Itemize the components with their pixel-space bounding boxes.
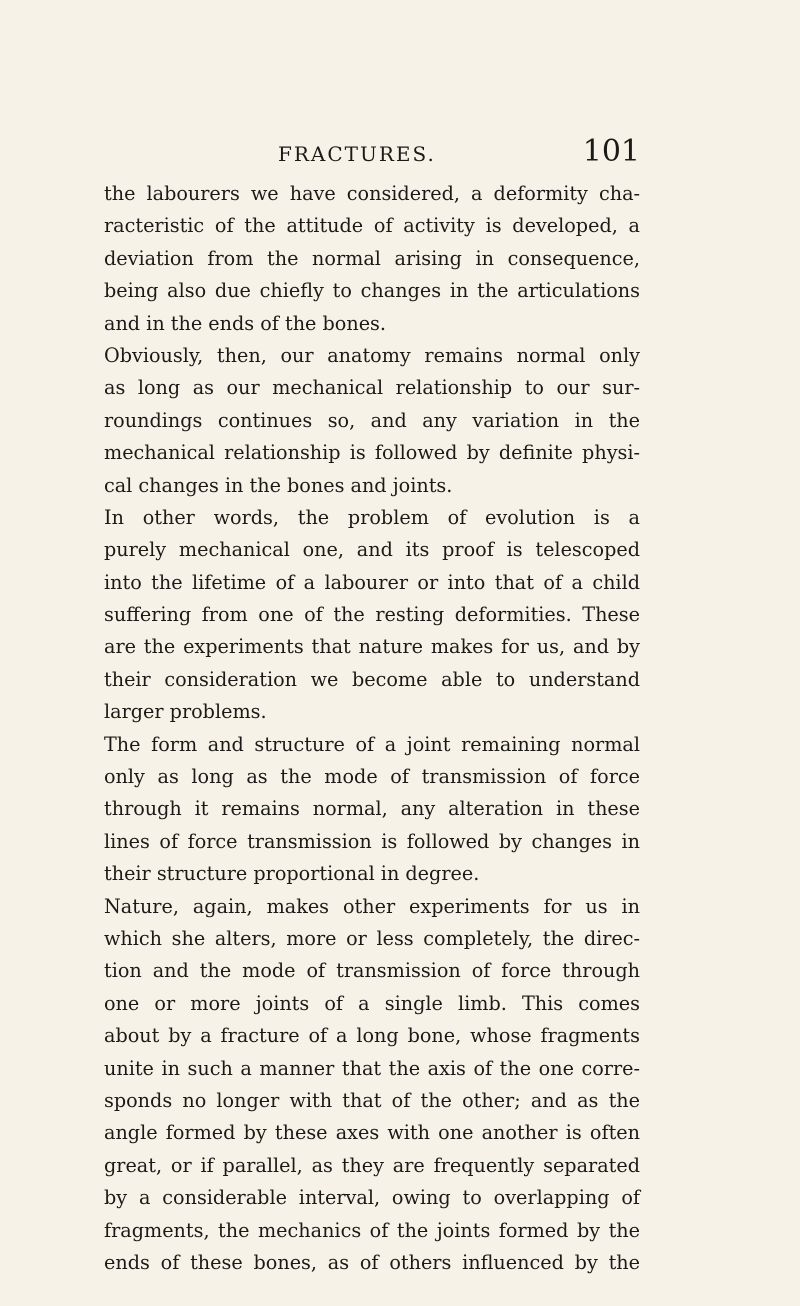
- running-title: FRACTURES.: [278, 142, 436, 166]
- text-line: fragments, the mechanics of the joints formed by the: [104, 1218, 640, 1242]
- text-line: into the lifetime of a labourer or into that of a child: [104, 570, 640, 594]
- text-line: purely mechanical one, and its proof is telescoped: [104, 538, 640, 562]
- text-line: angle formed by these axes with one another is often: [104, 1121, 640, 1145]
- text-line: their structure proportional in degree.: [104, 862, 480, 886]
- text-line: In other words, the problem of evolution is a: [104, 505, 640, 529]
- text-line: The form and structure of a joint remaining normal: [104, 732, 640, 756]
- text-line: mechanical relationship is followed by definite physi-: [104, 441, 640, 465]
- page-number: 101: [582, 134, 640, 169]
- text-line: by a considerable interval, owing to overlapping of: [104, 1186, 640, 1210]
- text-line: Obviously, then, our anatomy remains normal only: [104, 343, 640, 367]
- text-line: lines of force transmission is followed by changes in: [104, 829, 640, 853]
- text-line: being also due chiefly to changes in the articulations: [104, 279, 640, 303]
- text-line: about by a fracture of a long bone, whose fragments: [104, 1024, 640, 1048]
- text-line: and in the ends of the bones.: [104, 311, 387, 335]
- text-line: through it remains normal, any alteration in these: [104, 797, 640, 821]
- text-line: ends of these bones, as of others influenced by the: [104, 1250, 640, 1274]
- text-line: one or more joints of a single limb. This comes: [104, 991, 640, 1015]
- text-line: the labourers we have considered, a deformity cha-: [104, 182, 640, 205]
- running-head: [104, 134, 640, 174]
- text-line: great, or if parallel, as they are frequently separated: [104, 1153, 640, 1177]
- text-line: tion and the mode of transmission of force through: [104, 959, 640, 983]
- text-line: larger problems.: [104, 700, 267, 724]
- text-line: roundings continues so, and any variation in the: [104, 408, 640, 432]
- text-line: cal changes in the bones and joints.: [104, 473, 453, 497]
- text-line: deviation from the normal arising in consequence,: [104, 246, 640, 270]
- text-line: as long as our mechanical relationship to our sur-: [104, 376, 640, 400]
- text-line: unite in such a manner that the axis of the one corre-: [104, 1056, 640, 1080]
- text-line: Nature, again, makes other experiments for us in: [104, 894, 640, 918]
- text-line: suffering from one of the resting deformities. These: [104, 603, 640, 627]
- text-line: racteristic of the attitude of activity is developed, a: [104, 214, 640, 238]
- body-text: [104, 178, 640, 1279]
- text-line: sponds no longer with that of the other; and as the: [104, 1088, 640, 1112]
- text-line: only as long as the mode of transmission of force: [104, 765, 640, 789]
- text-line: their consideration we become able to understand: [104, 667, 640, 691]
- text-line: which she alters, more or less completely, the direc-: [104, 926, 640, 950]
- text-line: are the experiments that nature makes for us, and by: [104, 635, 640, 659]
